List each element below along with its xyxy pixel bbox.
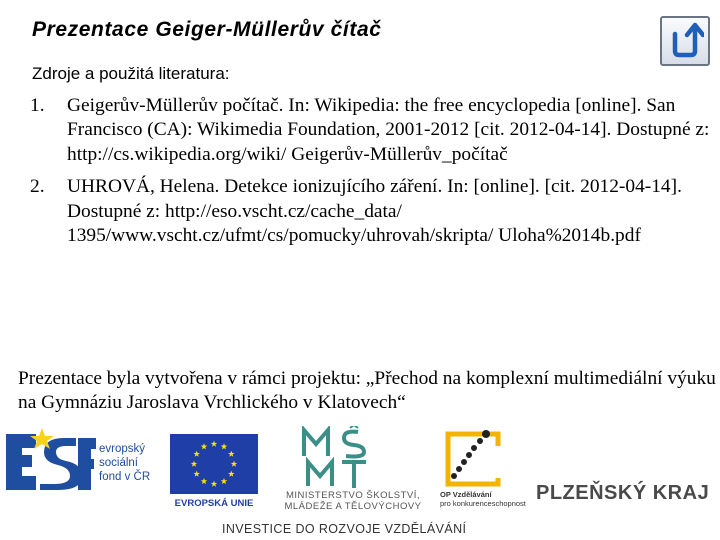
sources-heading: Zdroje a použitá literatura: — [32, 64, 230, 83]
reference-item — [30, 175, 710, 248]
msmt-caption-line: MLÁDEŽE A TĚLOVÝCHOVY — [284, 501, 422, 512]
plzen-region-logo — [536, 482, 716, 508]
reference-text: UHROVÁ, Helena. Detekce ionizujícího záření. In: [online]. [cit. 2012-04-14]. Dostupné z: http://eso.vscht.cz/cache_data/ 1395/www.vscht.cz/ufmt/cs/pomucky/uhrovah/skripta/ Uloha%2014b.pdf — [67, 176, 682, 247]
msmt-caption-line: MINISTERSTVO ŠKOLSTVÍ, — [286, 490, 420, 501]
msmt-mark-icon — [300, 426, 380, 490]
esf-caption-line: evropský — [99, 443, 146, 455]
op-mark-icon — [442, 426, 508, 488]
slogan: INVESTICE DO ROZVOJE VZDĚLÁVÁNÍ — [222, 522, 467, 536]
reference-number: 1. — [30, 95, 45, 116]
return-arrow-icon — [666, 22, 704, 60]
eu-flag-icon — [170, 434, 258, 494]
op-logo — [440, 426, 530, 514]
back-button[interactable] — [660, 16, 710, 66]
op-caption-line: pro konkurenceschopnost — [440, 499, 526, 508]
esf-logo — [4, 428, 164, 514]
esf-caption-line: fond v ČR — [99, 471, 151, 483]
esf-mark-icon — [4, 428, 96, 514]
plzen-region-label: PLZEŇSKÝ KRAJ — [536, 482, 710, 504]
project-note: Prezentace byla vytvořena v rámci projektu: „Přechod na komplexní multimediální výuku na Gymnáziu Jaroslava Vrchlického v Klatovech“ — [18, 368, 716, 414]
op-caption-line: OP Vzdělávání — [440, 490, 492, 499]
reference-list — [30, 94, 710, 256]
reference-number: 2. — [30, 176, 45, 198]
eu-logo — [168, 434, 260, 512]
reference-item — [30, 94, 710, 167]
reference-text: Geigerův-Müllerův počítač. In: Wikipedia: the free encyclopedia [online]. San Francisco (CA): Wikimedia Foundation, 2001-2012 [cit. 2012-04-14]. Dostupné z: http://cs.wikipedia.org/wiki/ Geigerův-Müllerův_počítač — [67, 95, 710, 165]
esf-caption-line: sociální — [99, 457, 138, 469]
slide-title: Prezentace Geiger-Müllerův čítač — [32, 18, 382, 41]
eu-caption: EVROPSKÁ UNIE — [174, 498, 254, 509]
msmt-logo — [262, 426, 444, 516]
